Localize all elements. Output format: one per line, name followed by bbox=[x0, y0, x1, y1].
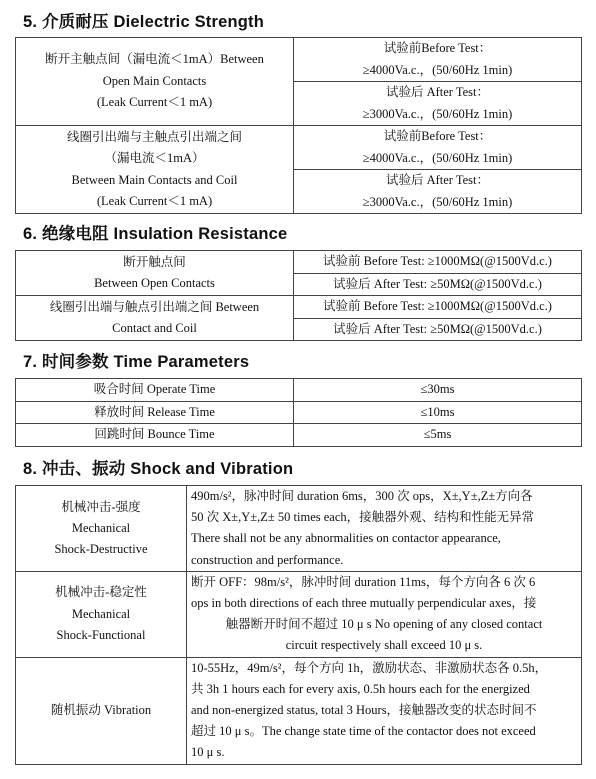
cell-text: 试验前Before Test： bbox=[383, 41, 492, 55]
insulation-label-cell bbox=[16, 251, 294, 296]
cell-text: Contact and Coil bbox=[112, 321, 197, 335]
insulation-before-cell: 试验前 Before Test: ≥1000MΩ(@1500Vd.c.) bbox=[294, 251, 582, 274]
cell-text: circuit respectively shall exceed 10 μ s. bbox=[285, 638, 483, 653]
table-row bbox=[16, 379, 582, 402]
cell-text: Mechanical bbox=[71, 606, 131, 621]
time-value-cell: ≤5ms bbox=[294, 424, 582, 447]
cell-text: 随机振动 Vibration bbox=[50, 703, 152, 718]
cell-text: 断开触点间 bbox=[123, 254, 186, 269]
cell-text: Between Open Contacts bbox=[94, 276, 215, 290]
cell-text: construction and performance. bbox=[191, 552, 344, 567]
section-heading-insulation: 6. 绝缘电阻 Insulation Resistance bbox=[23, 225, 288, 243]
time-value-cell: ≤30ms bbox=[294, 379, 582, 402]
cell-text: 机械冲击-强度 bbox=[61, 499, 141, 514]
time-label-cell: 释放时间 Release Time bbox=[16, 401, 294, 424]
shock-label-cell bbox=[16, 657, 187, 764]
dielectric-label-cell bbox=[16, 38, 294, 126]
table-row bbox=[16, 251, 582, 274]
cell-text: Mechanical bbox=[71, 520, 131, 535]
cell-text: 机械冲击-稳定性 bbox=[55, 585, 147, 600]
cell-text: 490m/s²，脉冲时间 duration 6ms，300 次 ops，X±,Y±,Z±方向各 bbox=[191, 489, 533, 503]
time-label-cell: 吸合时间 Operate Time bbox=[16, 379, 294, 402]
time-value-cell: ≤10ms bbox=[294, 401, 582, 424]
cell-text: 触器断开时间不超过 10 μ s No opening of any closed contact bbox=[225, 617, 543, 632]
cell-text: 50 次 X±,Y±,Z± 50 times each，接触器外观、结构和性能无异常 bbox=[191, 510, 535, 525]
cell-text: and non-energized status, total 3 Hours，接触器改变的状态时间不 bbox=[191, 703, 537, 718]
dielectric-after-cell bbox=[294, 170, 582, 214]
table-row bbox=[16, 401, 582, 424]
dielectric-before-cell bbox=[294, 126, 582, 170]
cell-text: 试验前Before Test： bbox=[383, 129, 492, 143]
insulation-table bbox=[15, 250, 582, 341]
cell-text: 线圈引出端与主触点引出端之间 bbox=[66, 129, 242, 144]
shock-table bbox=[15, 485, 582, 765]
dielectric-table bbox=[15, 37, 582, 214]
cell-text: 10-55Hz，49m/s²，每个方向 1h，激励状态、非激励状态各 0.5h， bbox=[191, 660, 548, 675]
cell-text: ≥3000Va.c.，(50/60Hz 1min) bbox=[362, 194, 513, 209]
cell-text: ≥3000Va.c.，(50/60Hz 1min) bbox=[362, 106, 513, 121]
cell-text: ≥4000Va.c.，(50/60Hz 1min) bbox=[362, 150, 513, 165]
cell-text: 共 3h 1 hours each for every axis, 0.5h hours each for the energized bbox=[191, 681, 530, 696]
section-heading-dielectric: 5. 介质耐压 Dielectric Strength bbox=[23, 13, 265, 31]
cell-text: 10 μ s. bbox=[191, 745, 225, 760]
shock-desc-cell bbox=[187, 571, 582, 657]
insulation-label-cell bbox=[16, 296, 294, 341]
table-row bbox=[16, 38, 582, 82]
shock-label-cell bbox=[16, 571, 187, 657]
cell-text: 线圈引出端与触点引出端之间 Between bbox=[49, 299, 260, 314]
shock-label-cell bbox=[16, 486, 187, 572]
insulation-before-cell: 试验前 Before Test: ≥1000MΩ(@1500Vd.c.) bbox=[294, 296, 582, 319]
shock-desc-cell bbox=[187, 486, 582, 572]
table-row bbox=[16, 424, 582, 447]
table-row bbox=[16, 126, 582, 170]
time-table bbox=[15, 378, 582, 447]
section-heading-shock: 8. 冲击、振动 Shock and Vibration bbox=[23, 460, 294, 478]
dielectric-before-cell bbox=[294, 38, 582, 82]
cell-text: (Leak Current＜1 mA) bbox=[96, 194, 213, 208]
cell-text: ≥4000Va.c.，(50/60Hz 1min) bbox=[362, 62, 513, 77]
cell-text: 试验后 After Test： bbox=[385, 173, 490, 187]
shock-desc-cell bbox=[187, 657, 582, 764]
dielectric-label-cell bbox=[16, 126, 294, 214]
cell-text: Shock-Functional bbox=[56, 627, 146, 642]
table-row bbox=[16, 657, 582, 764]
cell-text: Shock-Destructive bbox=[54, 542, 148, 556]
cell-text: ops in both directions of each three mutually perpendicular axes，接 bbox=[191, 596, 537, 611]
dielectric-after-cell bbox=[294, 82, 582, 126]
table-row bbox=[16, 296, 582, 319]
insulation-after-cell: 试验后 After Test: ≥50MΩ(@1500Vd.c.) bbox=[294, 318, 582, 341]
table-row bbox=[16, 571, 582, 657]
section-heading-time: 7. 时间参数 Time Parameters bbox=[23, 353, 250, 371]
time-label-cell: 回跳时间 Bounce Time bbox=[16, 424, 294, 447]
cell-text: 试验后 After Test： bbox=[385, 85, 490, 99]
cell-text: Between Main Contacts and Coil bbox=[71, 172, 238, 187]
table-row bbox=[16, 486, 582, 572]
cell-text: There shall not be any abnormalities on contactor appearance, bbox=[191, 531, 501, 546]
insulation-after-cell: 试验后 After Test: ≥50MΩ(@1500Vd.c.) bbox=[294, 273, 582, 296]
cell-text: 断开主触点间（漏电流＜1mA）Between bbox=[45, 52, 264, 67]
cell-text: 超过 10 μ s。The change state time of the contactor does not exceed bbox=[191, 724, 536, 739]
cell-text: 断开 OFF：98m/s²，脉冲时间 duration 11ms，每个方向各 6 次 6 bbox=[191, 574, 536, 589]
cell-text: (Leak Current＜1 mA) bbox=[96, 95, 213, 110]
cell-text: Open Main Contacts bbox=[102, 73, 207, 88]
cell-text: （漏电流＜1mA） bbox=[104, 151, 205, 165]
